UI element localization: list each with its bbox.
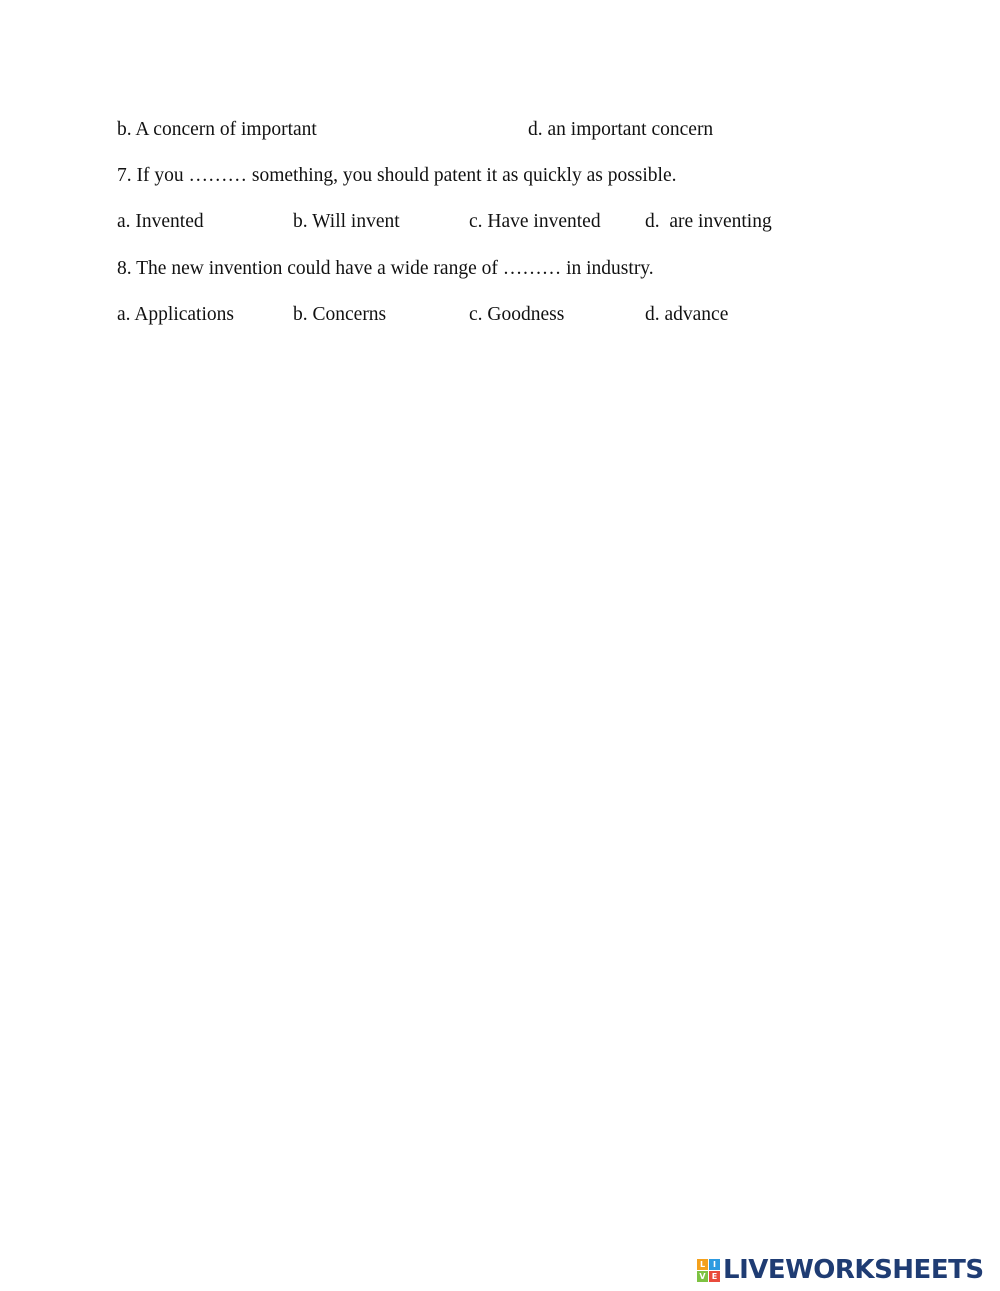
logo-text: LIVEWORKSHEETS [723, 1255, 984, 1285]
option-b: b. Will invent [293, 211, 400, 232]
option-c: c. Have invented [469, 211, 601, 232]
question-8: 8. The new invention could have a wide range of ……… in industry. [117, 258, 654, 279]
option-d: d. are inventing [645, 211, 772, 232]
option-a: a. Invented [117, 211, 204, 232]
logo-block-v: V [697, 1271, 708, 1282]
logo-block-i: I [709, 1259, 720, 1270]
option-b: b. Concerns [293, 304, 387, 325]
question-7: 7. If you ……… something, you should patent it as quickly as possible. [117, 165, 677, 186]
option-d: d. advance [645, 304, 729, 325]
logo-block-l: L [697, 1259, 708, 1270]
liveworksheets-logo [697, 1256, 984, 1284]
option-d: d. an important concern [528, 119, 714, 140]
option-c: c. Goodness [469, 304, 565, 325]
logo-blocks-icon [697, 1259, 720, 1282]
option-b: b. A concern of important [117, 119, 317, 140]
logo-block-e: E [709, 1271, 720, 1282]
option-a: a. Applications [117, 304, 234, 325]
